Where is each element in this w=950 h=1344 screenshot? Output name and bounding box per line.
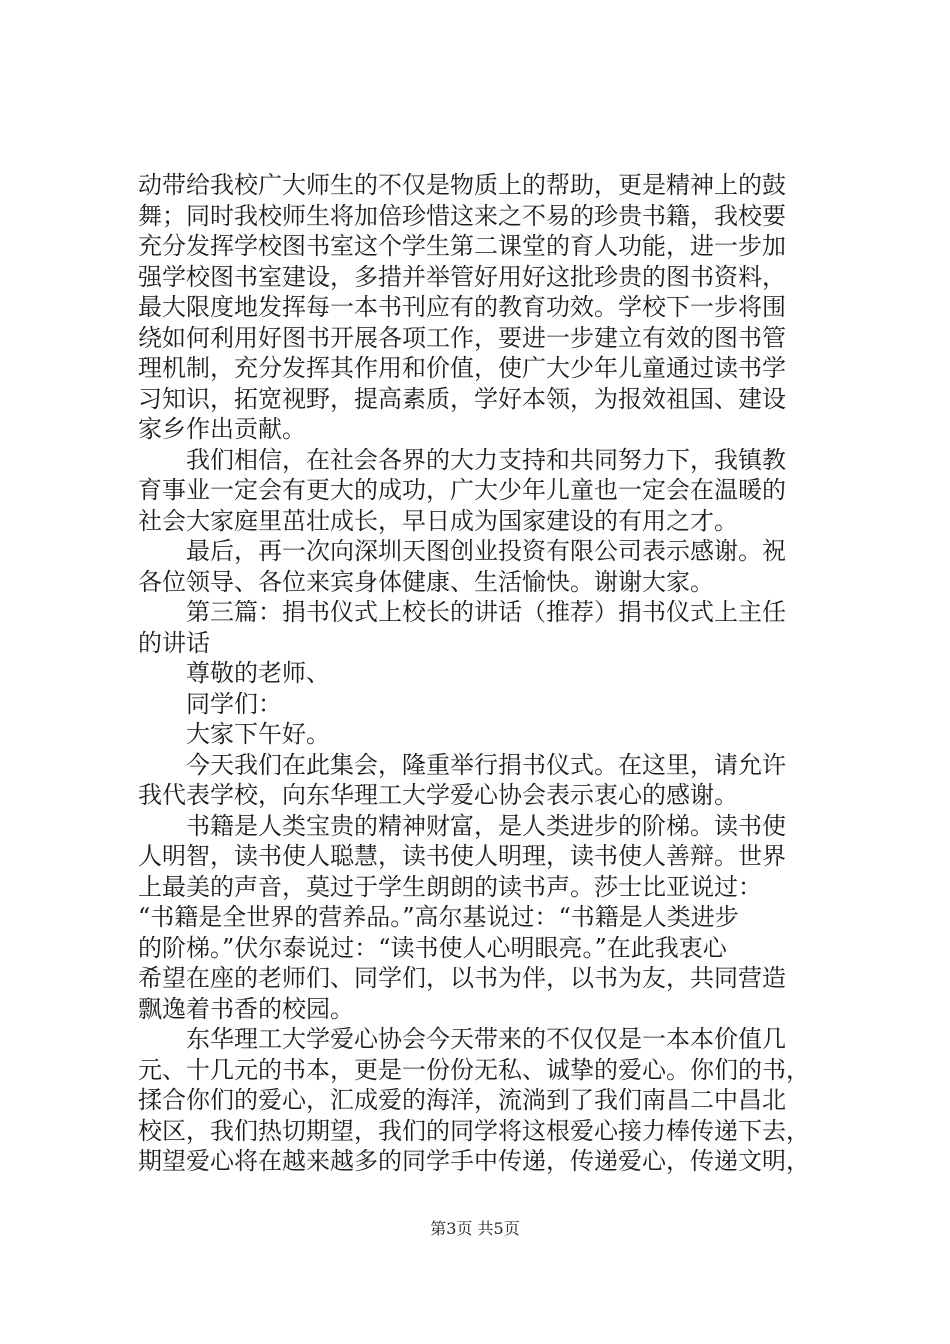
text-line: 的讲话	[138, 628, 210, 657]
text-line: “书籍是全世界的营养品。”高尔基说过：“书籍是人类进步	[138, 903, 739, 931]
text-line: 舞；同时我校师生将加倍珍惜这来之不易的珍贵书籍，我校要	[138, 201, 786, 230]
text-line: 上最美的声音，莫过于学生朗朗的读书声。莎士比亚说过：	[138, 872, 762, 901]
page-footer: 第3页 共5页	[430, 1219, 520, 1238]
text-line: 绕如何利用好图书开展各项工作，要进一步建立有效的图书管	[138, 323, 786, 352]
text-line: 最后，再一次向深圳天图创业投资有限公司表示感谢。祝	[186, 537, 786, 565]
text-line: 希望在座的老师们、同学们，以书为伴，以书为友，共同营造	[138, 964, 786, 992]
text-line: 今天我们在此集会，隆重举行捐书仪式。在这里，请允许	[186, 750, 786, 779]
text-line: 期望爱心将在越来越多的同学手中传递，传递爱心，传递文明，	[138, 1147, 810, 1175]
text-line: 我们相信，在社会各界的大力支持和共同努力下，我镇教	[186, 445, 786, 474]
text-line: 各位领导、各位来宾身体健康、生活愉快。谢谢大家。	[138, 567, 714, 596]
text-line: 飘逸着书香的校园。	[138, 994, 354, 1023]
text-line: 人明智，读书使人聪慧，读书使人明理，读书使人善辩。世界	[138, 842, 786, 870]
text-line: 社会大家庭里茁壮成长，早日成为国家建设的有用之才。	[138, 506, 738, 535]
text-line: 动带给我校广大师生的不仅是物质上的帮助，更是精神上的鼓	[138, 171, 786, 199]
text-line: 家乡作出贡献。	[138, 415, 306, 443]
text-line: 充分发挥学校图书室这个学生第二课堂的育人功能，进一步加	[138, 232, 786, 260]
text-line: 习知识，拓宽视野，提高素质，学好本领，为报效祖国、建设	[138, 384, 786, 413]
text-line: 同学们：	[186, 689, 282, 718]
text-line: 书籍是人类宝贵的精神财富，是人类进步的阶梯。读书使	[186, 811, 786, 840]
text-line: 强学校图书室建设，多措并举管好用好这批珍贵的图书资料，	[138, 262, 786, 291]
text-line: 元、十几元的书本，更是一份份无私、诚挚的爱心。你们的书，	[138, 1055, 810, 1084]
text-line: 最大限度地发挥每一本书刊应有的教育功效。学校下一步将围	[138, 293, 786, 321]
text-line: 尊敬的老师、	[186, 659, 330, 687]
text-line: 育事业一定会有更大的成功，广大少年儿童也一定会在温暖的	[138, 476, 786, 504]
text-line: 东华理工大学爱心协会今天带来的不仅仅是一本本价值几	[186, 1025, 786, 1053]
text-line: 校区，我们热切期望，我们的同学将这根爱心接力棒传递下去，	[138, 1116, 810, 1145]
text-line: 的阶梯。”伏尔泰说过：“读书使人心明眼亮。”在此我衷心	[138, 933, 727, 962]
text-line: 第三篇：捐书仪式上校长的讲话（推荐）捐书仪式上主任	[186, 598, 786, 626]
text-line: 揉合你们的爱心，汇成爱的海洋，流淌到了我们南昌二中昌北	[138, 1086, 786, 1114]
text-line: 大家下午好。	[186, 720, 330, 748]
text-line: 理机制，充分发挥其作用和价值，使广大少年儿童通过读书学	[138, 354, 786, 382]
text-line: 我代表学校，向东华理工大学爱心协会表示衷心的感谢。	[138, 781, 738, 809]
document-body	[138, 170, 838, 1177]
